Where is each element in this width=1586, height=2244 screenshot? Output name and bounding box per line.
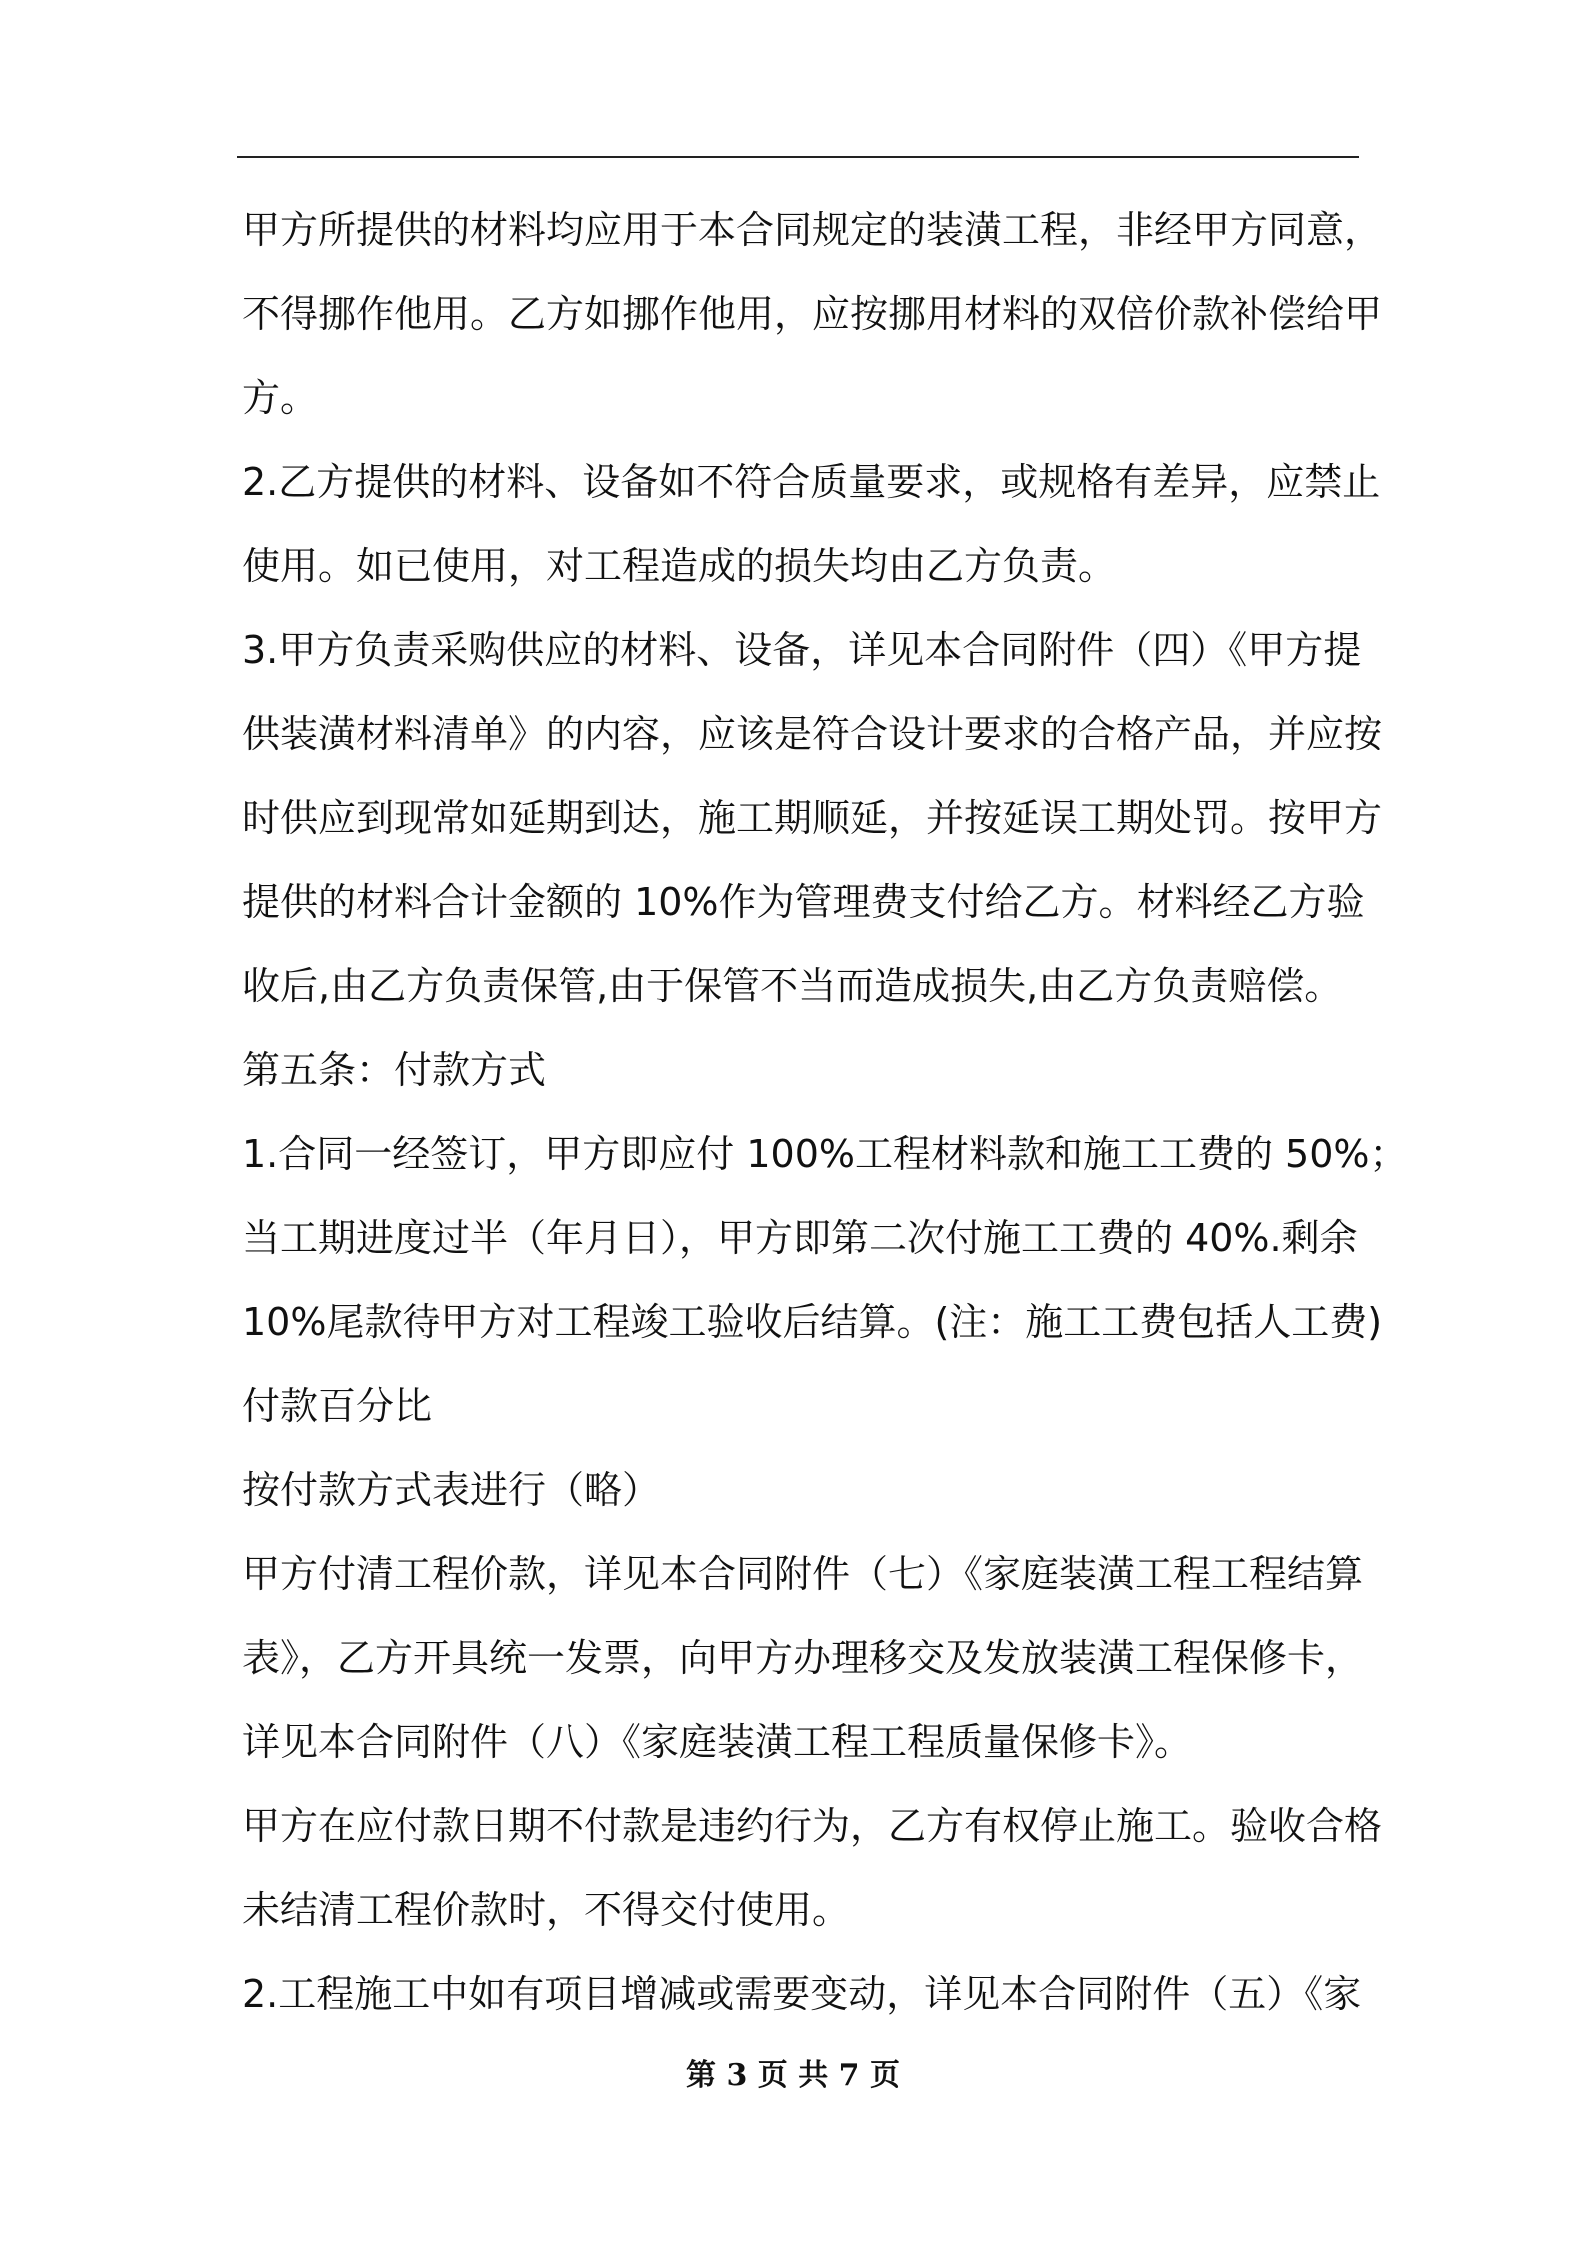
text-line: 方。 [242, 376, 319, 420]
text-line: 按付款方式表进行（略） [242, 1468, 661, 1512]
section-heading: 第五条：付款方式 [242, 1048, 547, 1092]
text-line: 甲方在应付款日期不付款是违约行为，乙方有权停止施工。验收合格 [242, 1804, 1383, 1848]
text-line: 详见本合同附件（八）《家庭装潢工程工程质量保修卡》。 [242, 1720, 1193, 1764]
text-line: 不得挪作他用。乙方如挪作他用，应按挪用材料的双倍价款补偿给甲 [242, 292, 1383, 336]
text-line: 提供的材料合计金额的 10%作为管理费支付给乙方。材料经乙方验 [242, 880, 1365, 924]
header-rule [237, 156, 1359, 158]
page-number: 第 3 页 共 7 页 [686, 2058, 900, 2093]
text-line: 时供应到现常如延期到达，施工期顺延，并按延误工期处罚。按甲方 [242, 796, 1383, 840]
text-line: 使用。如已使用，对工程造成的损失均由乙方负责。 [242, 544, 1117, 588]
text-line: 付款百分比 [242, 1384, 433, 1428]
text-line: 表》，乙方开具统一发票，向甲方办理移交及发放装潢工程保修卡， [242, 1636, 1364, 1680]
text-line: 10%尾款待甲方对工程竣工验收后结算。(注：施工工费包括人工费) [242, 1300, 1383, 1344]
text-line: 未结清工程价款时，不得交付使用。 [242, 1888, 851, 1932]
text-line: 1.合同一经签订，甲方即应付 100%工程材料款和施工工费的 50%； [242, 1132, 1408, 1176]
text-line: 2.乙方提供的材料、设备如不符合质量要求，或规格有差异，应禁止 [242, 460, 1381, 504]
text-line: 甲方付清工程价款，详见本合同附件（七）《家庭装潢工程工程结算 [242, 1552, 1364, 1596]
text-line: 甲方所提供的材料均应用于本合同规定的装潢工程，非经甲方同意， [242, 208, 1383, 252]
text-line: 当工期进度过半（年月日），甲方即第二次付施工工费的 40%.剩余 [242, 1216, 1358, 1260]
text-line: 供装潢材料清单》的内容，应该是符合设计要求的合格产品，并应按 [242, 712, 1383, 756]
text-line: 收后,由乙方负责保管,由于保管不当而造成损失,由乙方负责赔偿。 [242, 964, 1343, 1008]
text-line: 2.工程施工中如有项目增减或需要变动，详见本合同附件（五）《家 [242, 1972, 1362, 2016]
text-line: 3.甲方负责采购供应的材料、设备，详见本合同附件（四）《甲方提 [242, 628, 1362, 672]
document-body [242, 188, 1408, 2036]
